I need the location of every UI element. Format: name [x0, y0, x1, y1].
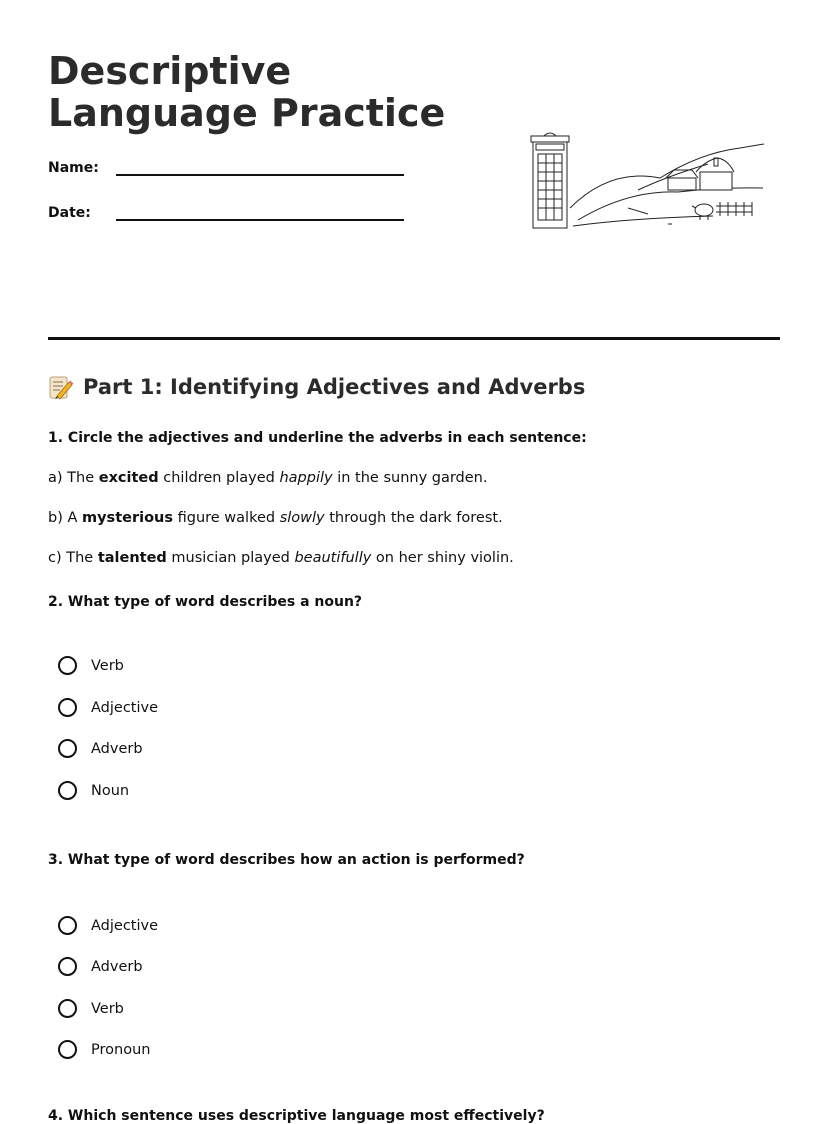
q2-option-verb[interactable]: Verb [58, 656, 124, 675]
name-line[interactable] [116, 174, 404, 176]
question-3-prompt: 3. What type of word describes how an action is performed? [48, 852, 525, 868]
q2-option-adjective[interactable]: Adjective [58, 698, 158, 717]
q3-option-adjective[interactable]: Adjective [58, 916, 158, 935]
q2-option-adverb[interactable]: Adverb [58, 739, 143, 758]
radio-button[interactable] [58, 957, 77, 976]
question-4-prompt: 4. Which sentence uses descriptive language most effectively? [48, 1108, 545, 1124]
page-title: Descriptive Language Practice [48, 49, 446, 135]
radio-button[interactable] [58, 1040, 77, 1059]
radio-button[interactable] [58, 698, 77, 717]
adjective-word: excited [98, 470, 159, 486]
radio-button[interactable] [58, 999, 77, 1018]
q2-option-noun[interactable]: Noun [58, 781, 129, 800]
date-label: Date: [48, 205, 91, 221]
radio-button[interactable] [58, 739, 77, 758]
question-1-prompt: 1. Circle the adjectives and underline the adverbs in each sentence: [48, 430, 587, 446]
adverb-word: beautifully [294, 550, 372, 566]
name-label: Name: [48, 160, 99, 176]
q3-option-verb[interactable]: Verb [58, 999, 124, 1018]
landscape-illustration [518, 128, 768, 238]
radio-button[interactable] [58, 916, 77, 935]
adverb-word: slowly [279, 510, 325, 526]
radio-button[interactable] [58, 656, 77, 675]
pencil-memo-icon [48, 374, 74, 400]
sentence-a: a) The excited children played happily in the sunny garden. [48, 470, 488, 486]
sentence-b: b) A mysterious figure walked slowly through the dark forest. [48, 510, 503, 526]
adjective-word: mysterious [82, 510, 173, 526]
date-field[interactable] [48, 205, 91, 221]
date-line[interactable] [116, 219, 404, 221]
question-2-prompt: 2. What type of word describes a noun? [48, 594, 363, 610]
part1-heading [48, 374, 585, 400]
q3-option-pronoun[interactable]: Pronoun [58, 1040, 150, 1059]
section-divider [48, 337, 780, 340]
q3-option-adverb[interactable]: Adverb [58, 957, 143, 976]
name-field[interactable] [48, 160, 99, 176]
sentence-c: c) The talented musician played beautifully on her shiny violin. [48, 550, 514, 566]
adverb-word: happily [279, 470, 333, 486]
part1-heading-text: Part 1: Identifying Adjectives and Adverbs [83, 375, 586, 399]
radio-button[interactable] [58, 781, 77, 800]
adjective-word: talented [97, 550, 167, 566]
